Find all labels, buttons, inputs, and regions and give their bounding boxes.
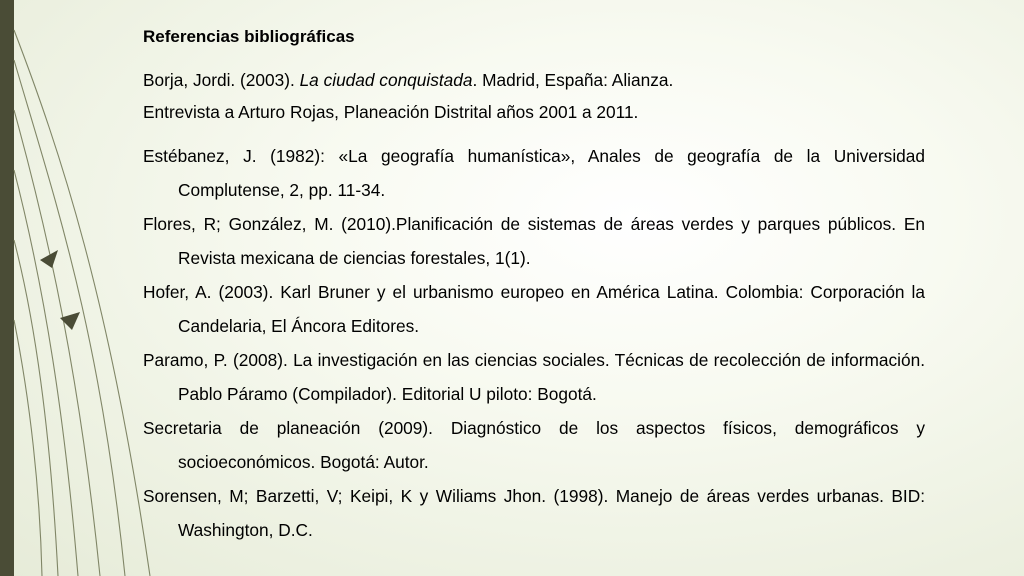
reference-borja-text: Borja, Jordi. (2003). [143,70,300,90]
references-slide [143,25,925,547]
reference-borja-title: La ciudad conquistada [299,70,473,90]
left-accent-bar [0,0,14,576]
reference-borja-publisher: . Madrid, España: Alianza. [472,70,674,90]
references-list [143,63,925,547]
reference-rojas: Entrevista a Arturo Rojas, Planeación Distrital años 2001 a 2011. [143,102,639,122]
reference-paramo: Paramo, P. (2008). La investigación en las ciencias sociales. Técnicas de recolección de información. Pablo Páramo (Compilador). Editorial U piloto: Bogotá. [143,350,925,404]
reference-flores: Flores, R; González, M. (2010).Planificación de sistemas de áreas verdes y parques públicos. En Revista mexicana de ciencias forestales, 1(1). [143,214,925,268]
references-heading: Referencias bibliográficas [143,27,355,46]
reference-borja [143,63,925,97]
reference-hofer: Hofer, A. (2003). Karl Bruner y el urbanismo europeo en América Latina. Colombia: Corporación la Candelaria, El Áncora Editores. [143,282,925,336]
reference-estebanez: Estébanez, J. (1982): «La geografía humanística», Anales de geografía de la Universidad Complutense, 2, pp. 11-34. [143,146,925,200]
reference-sorensen: Sorensen, M; Barzetti, V; Keipi, K y Wiliams Jhon. (1998). Manejo de áreas verdes urbanas. BID: Washington, D.C. [143,486,925,540]
reference-secretaria: Secretaria de planeación (2009). Diagnóstico de los aspectos físicos, demográficos y socioeconómicos. Bogotá: Autor. [143,418,925,472]
